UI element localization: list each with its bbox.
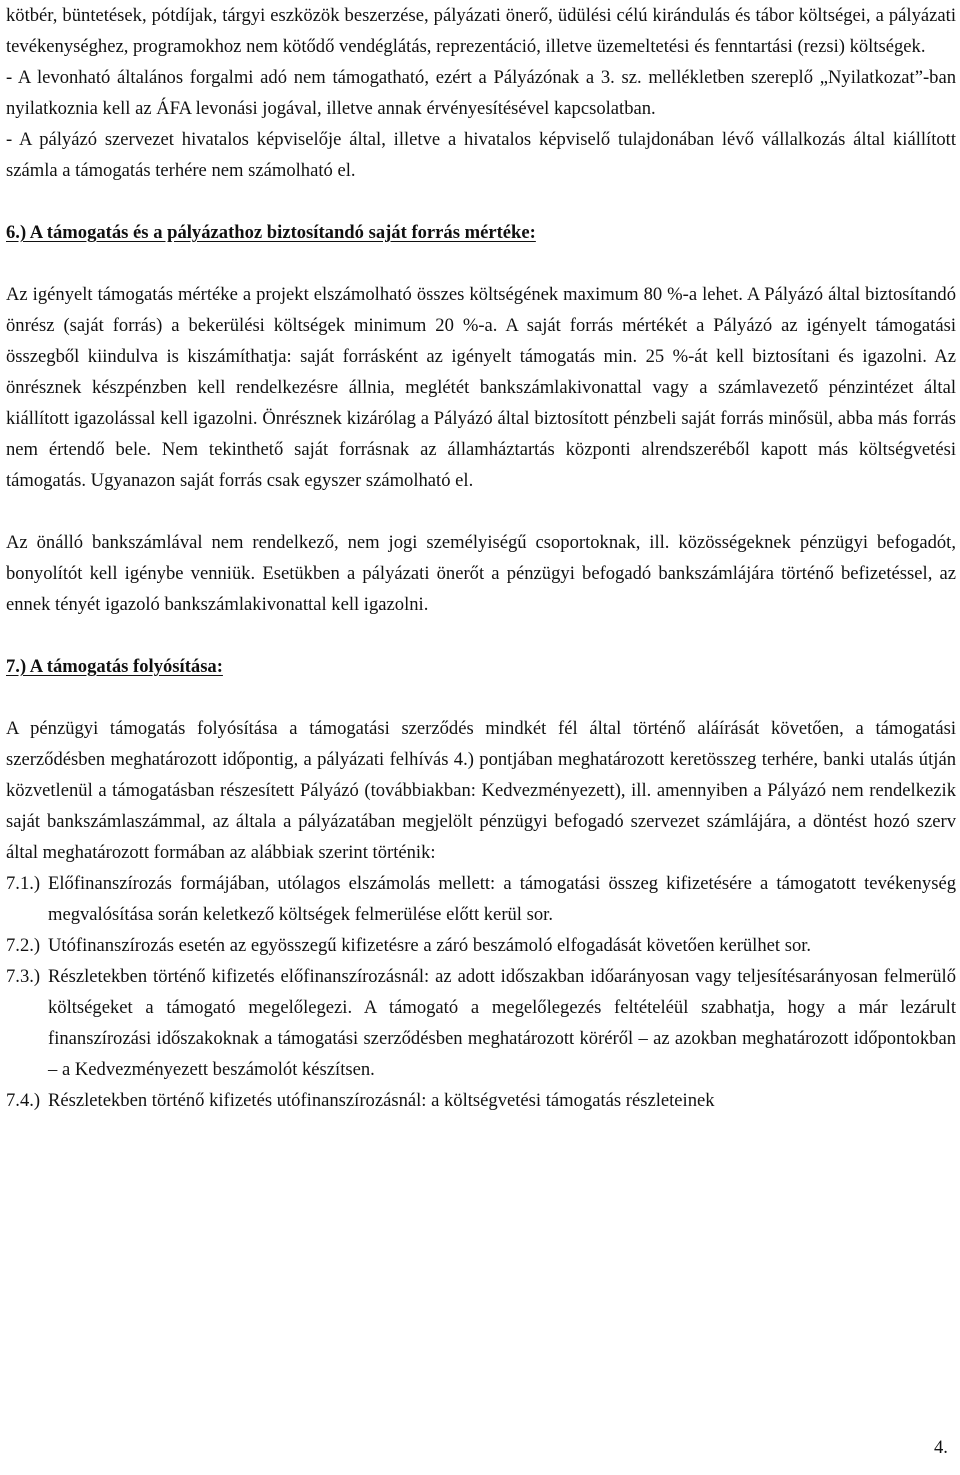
list-item-number: 7.3.): [6, 966, 41, 987]
paragraph-invoice-note: - A pályázó szervezet hivatalos képviselője által, illetve a hivatalos képviselő tulajdonában lévő vállalkozás által kiállított számla a támogatás terhére nem számolható el.: [6, 129, 956, 181]
section-6-paragraph-2: Az önálló bankszámlával nem rendelkező, nem jogi személyiségű csoportoknak, ill. közösségeknek pénzügyi befogadót, bonyolítót kell igénybe venniük. Esetükben a pályázati önerőt a pénzügyi befogadó bankszámlájára történő befizetéssel, az ennek tényét igazoló bankszámlakivonattal kell igazolni.: [6, 532, 956, 615]
list-item-number: 7.4.): [6, 1090, 41, 1111]
list-item: [6, 1085, 956, 1116]
section-7-intro: A pénzügyi támogatás folyósítása a támogatási szerződés mindkét fél által történő aláírását követően, a támogatási szerződésben meghatározott időpontig, a pályázati felhívás 4.) pontjában meghatározott keretösszeg terhére, banki utalás útján közvetlenül a támogatásban részesített Pályázó (továbbiakban: Kedvezményezett), ill. amennyiben a Pályázó nem rendelkezik saját bankszámlaszámmal, az általa a pályázatában megjelölt pénzügyi befogadó szervezet számlájára, a döntést hozó szerv által meghatározott formában az alábbiak szerint történik:: [6, 718, 956, 863]
list-item-text: Utófinanszírozás esetén az egyösszegű kifizetésre a záró beszámoló elfogadását követően kerülhet sor.: [48, 935, 812, 956]
list-item-number: 7.2.): [6, 935, 41, 956]
document-page: [6, 0, 956, 1116]
section-7-heading: 7.) A támogatás folyósítása:: [6, 656, 223, 677]
page-number: 4.: [934, 1437, 948, 1458]
list-item-text: Részletekben történő kifizetés előfinanszírozásnál: az adott időszakban időarányosan vagy teljesítésarányosan felmerülő költségeket a támogató megelőlegezi. A támogató a megelőlegezés feltételéül szabhatja, hogy a már lezárult finanszírozási időszakoknak a támogatási szerződésben meghatározott köréről – az azokban meghatározott időpontokban – a Kedvezményezett beszámolót készítsen.: [48, 966, 956, 1080]
list-item: [6, 961, 956, 1085]
list-item-text: Előfinanszírozás formájában, utólagos elszámolás mellett: a támogatási összeg kifizetésére a támogatott tevékenység megvalósítása során keletkező költségek felmerülése előtt kerül sor.: [48, 873, 956, 925]
list-item: [6, 930, 956, 961]
paragraph-vat-note: - A levonható általános forgalmi adó nem támogatható, ezért a Pályázónak a 3. sz. mellékletben szereplő „Nyilatkozat”-ban nyilatkoznia kell az ÁFA levonási jogával, illetve annak érvényesítésével kapcsolatban.: [6, 67, 956, 119]
section-6-paragraph-1: Az igényelt támogatás mértéke a projekt elszámolható összes költségének maximum 80 %-a lehet. A Pályázó által biztosítandó önrész (saját forrás) a bekerülési költségek minimum 20 %-a. A saját forrás mértékét a Pályázó az igényelt támogatási összegből kiindulva is kiszámíthatja: saját forrásként az igényelt támogatás min. 25 %-át kell biztosítani és igazolni. Az önrésznek készpénzben kell rendelkezésre állnia, meglétét bankszámlakivonattal vagy a számlavezető pénzintézet által kiállított igazolással kell igazolni. Önrésznek kizárólag a Pályázó által biztosított pénzbeli saját forrás minősül, abba más forrás nem értendő bele. Nem tekinthető saját forrásnak az államháztartás központi alrendszeréből kapott más költségvetési támogatás. Ugyanazon saját forrás csak egyszer számolható el.: [6, 284, 956, 491]
list-item: [6, 868, 956, 930]
section-6-heading: 6.) A támogatás és a pályázathoz biztosítandó saját forrás mértéke:: [6, 222, 536, 243]
list-item-text: Részletekben történő kifizetés utófinanszírozásnál: a költségvetési támogatás részleteinek: [48, 1090, 715, 1111]
list-item-number: 7.1.): [6, 873, 41, 894]
paragraph-excluded-costs: kötbér, büntetések, pótdíjak, tárgyi eszközök beszerzése, pályázati önerő, üdülési célú kirándulás és tábor költségei, a pályázati tevékenységhez, programokhoz nem kötődő vendéglátás, reprezentáció, illetve üzemeltetési és fenntartási (rezsi) költségek.: [6, 5, 956, 57]
